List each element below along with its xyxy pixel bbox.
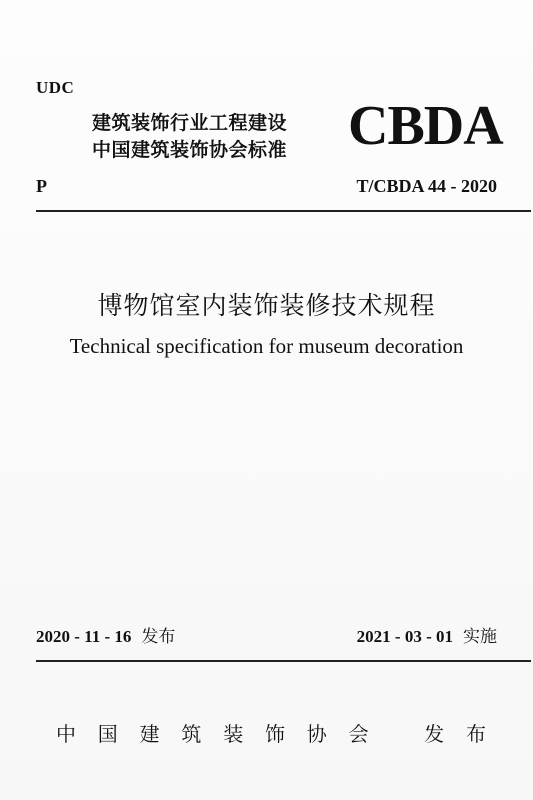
publisher-char: 会 — [348, 722, 369, 746]
org-line-1: 建筑装饰行业工程建设 — [92, 112, 288, 134]
org-line-2: 中国建筑装饰协会标准 — [92, 139, 288, 161]
publisher-char: 饰 — [264, 722, 285, 746]
effective-label: 实施 — [463, 627, 497, 647]
issue-date: 2020 - 11 - 16 — [36, 627, 132, 646]
publisher-char: 发 — [424, 722, 445, 746]
title-chinese: 博物馆室内装饰装修技术规程 — [97, 291, 436, 320]
classification-label: P — [36, 176, 47, 196]
standard-number: T/CBDA 44 - 2020 — [356, 176, 497, 196]
issue-date-block — [36, 622, 175, 647]
effective-date-block — [357, 622, 497, 647]
publisher-char: 布 — [465, 722, 486, 746]
top-divider — [36, 210, 531, 212]
publisher-char: 协 — [306, 722, 327, 746]
publisher-char: 中 — [56, 722, 76, 746]
title-english: Technical specification for museum decoration — [69, 334, 464, 358]
publisher-line — [56, 718, 486, 747]
bottom-divider — [36, 660, 531, 662]
publisher-char: 建 — [139, 722, 160, 746]
publisher-char: 筑 — [181, 722, 202, 746]
publisher-char: 国 — [97, 722, 118, 746]
publisher-char: 装 — [223, 722, 244, 746]
issuing-organization — [92, 110, 342, 164]
issue-label: 发布 — [141, 627, 176, 647]
udc-label: UDC — [36, 78, 75, 97]
effective-date: 2021 - 03 - 01 — [356, 627, 453, 646]
publisher-spacer — [390, 718, 402, 747]
brand-logo-text: CBDA — [348, 95, 503, 157]
